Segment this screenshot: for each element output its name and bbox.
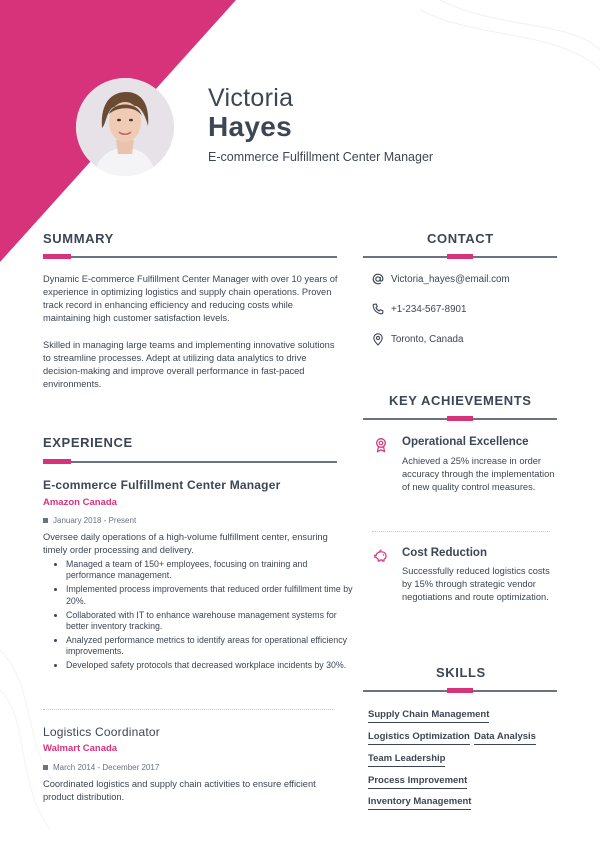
skill-tag: Inventory Management bbox=[368, 796, 471, 810]
job-1-company: Amazon Canada bbox=[43, 497, 117, 508]
job-1-description: Oversee daily operations of a high-volume fulfillment center, ensuring timely order processing and delivery. bbox=[43, 532, 328, 555]
job-2-company: Walmart Canada bbox=[43, 743, 118, 754]
job-divider bbox=[43, 709, 333, 710]
location-pin-icon bbox=[372, 333, 384, 346]
list-item: • Implemented process improvements that reduced order fulfillment time by 20%. bbox=[66, 584, 356, 607]
skill-tag: Logistics Optimization bbox=[368, 731, 470, 745]
contact-accent bbox=[447, 254, 473, 259]
calendar-icon bbox=[43, 765, 48, 770]
achievement-divider bbox=[372, 531, 550, 532]
medal-icon bbox=[373, 437, 389, 453]
achievements-heading: KEY ACHIEVEMENTS bbox=[389, 393, 532, 408]
job-1-dates bbox=[43, 516, 136, 525]
phone-text: +1-234-567-8901 bbox=[391, 303, 467, 315]
calendar-icon bbox=[43, 518, 48, 523]
experience-heading: EXPERIENCE bbox=[43, 435, 133, 450]
job-1-dates-text: January 2018 - Present bbox=[53, 516, 137, 525]
at-icon bbox=[372, 273, 384, 285]
achievement-2-desc: Successfully reduced logistics costs by 15% through strategic vendor negotiations and route optimization. bbox=[402, 566, 550, 602]
achievement-1-desc: Achieved a 25% increase in order accuracy through the implementation of new quality control measures. bbox=[402, 456, 555, 492]
skills-heading: SKILLS bbox=[436, 665, 486, 680]
profile-photo bbox=[76, 78, 174, 176]
experience-rule bbox=[43, 461, 337, 463]
summary-paragraph-1: Dynamic E-commerce Fulfillment Center Manager with over 10 years of experience in optimizing logistics and supply chain operations. Proven track record in enhancing efficiency and reducing costs while maintaining high customer satisfaction levels. bbox=[43, 274, 338, 323]
list-item: • Collaborated with IT to enhance warehouse management systems for better inventory tracking. bbox=[66, 610, 356, 633]
list-item: • Managed a team of 150+ employees, focusing on training and performance management. bbox=[66, 559, 356, 582]
skill-tag: Supply Chain Management bbox=[368, 709, 489, 723]
job-title: E-commerce Fulfillment Center Manager bbox=[208, 150, 434, 164]
job-2-dates-text: March 2014 - December 2017 bbox=[53, 763, 160, 772]
summary-rule bbox=[43, 256, 337, 258]
job-2-description: Coordinated logistics and supply chain activities to ensure efficient product distribution. bbox=[43, 779, 316, 802]
location-text: Toronto, Canada bbox=[391, 334, 464, 345]
job-2-dates bbox=[43, 763, 159, 772]
achievement-2-title: Cost Reduction bbox=[402, 547, 487, 559]
email-text: Victoria_hayes@email.com bbox=[391, 273, 510, 285]
job-2-title: Logistics Coordinator bbox=[43, 725, 160, 739]
list-item: • Analyzed performance metrics to identify areas for operational efficiency improvements. bbox=[66, 635, 356, 658]
piggy-bank-icon bbox=[373, 548, 389, 564]
skill-tag: Team Leadership bbox=[368, 753, 445, 767]
list-item: • Developed safety protocols that decreased workplace incidents by 30%. bbox=[66, 660, 356, 671]
achievements-accent bbox=[447, 416, 473, 421]
job-1-title: E-commerce Fulfillment Center Manager bbox=[43, 478, 281, 492]
contact-heading: CONTACT bbox=[427, 231, 494, 246]
summary-heading: SUMMARY bbox=[43, 231, 114, 246]
skill-tag: Data Analysis bbox=[474, 731, 536, 745]
skills-accent bbox=[447, 688, 473, 693]
experience-accent bbox=[43, 459, 71, 464]
skill-tag: Process Improvement bbox=[368, 775, 467, 789]
contact-email[interactable] bbox=[372, 273, 510, 285]
contact-location bbox=[372, 333, 463, 346]
first-name: Victoria bbox=[208, 84, 294, 112]
phone-icon bbox=[372, 303, 384, 315]
last-name: Hayes bbox=[208, 111, 293, 142]
summary-accent bbox=[43, 254, 71, 259]
contact-phone[interactable] bbox=[372, 303, 466, 315]
summary-paragraph-2: Skilled in managing large teams and implementing innovative solutions to streamline processes. Adept at utilizing data analytics to drive decision-making and improve overall performance in fast-paced environments. bbox=[43, 340, 335, 389]
job-1-bullets bbox=[52, 559, 356, 674]
achievement-1-title: Operational Excellence bbox=[402, 436, 529, 448]
